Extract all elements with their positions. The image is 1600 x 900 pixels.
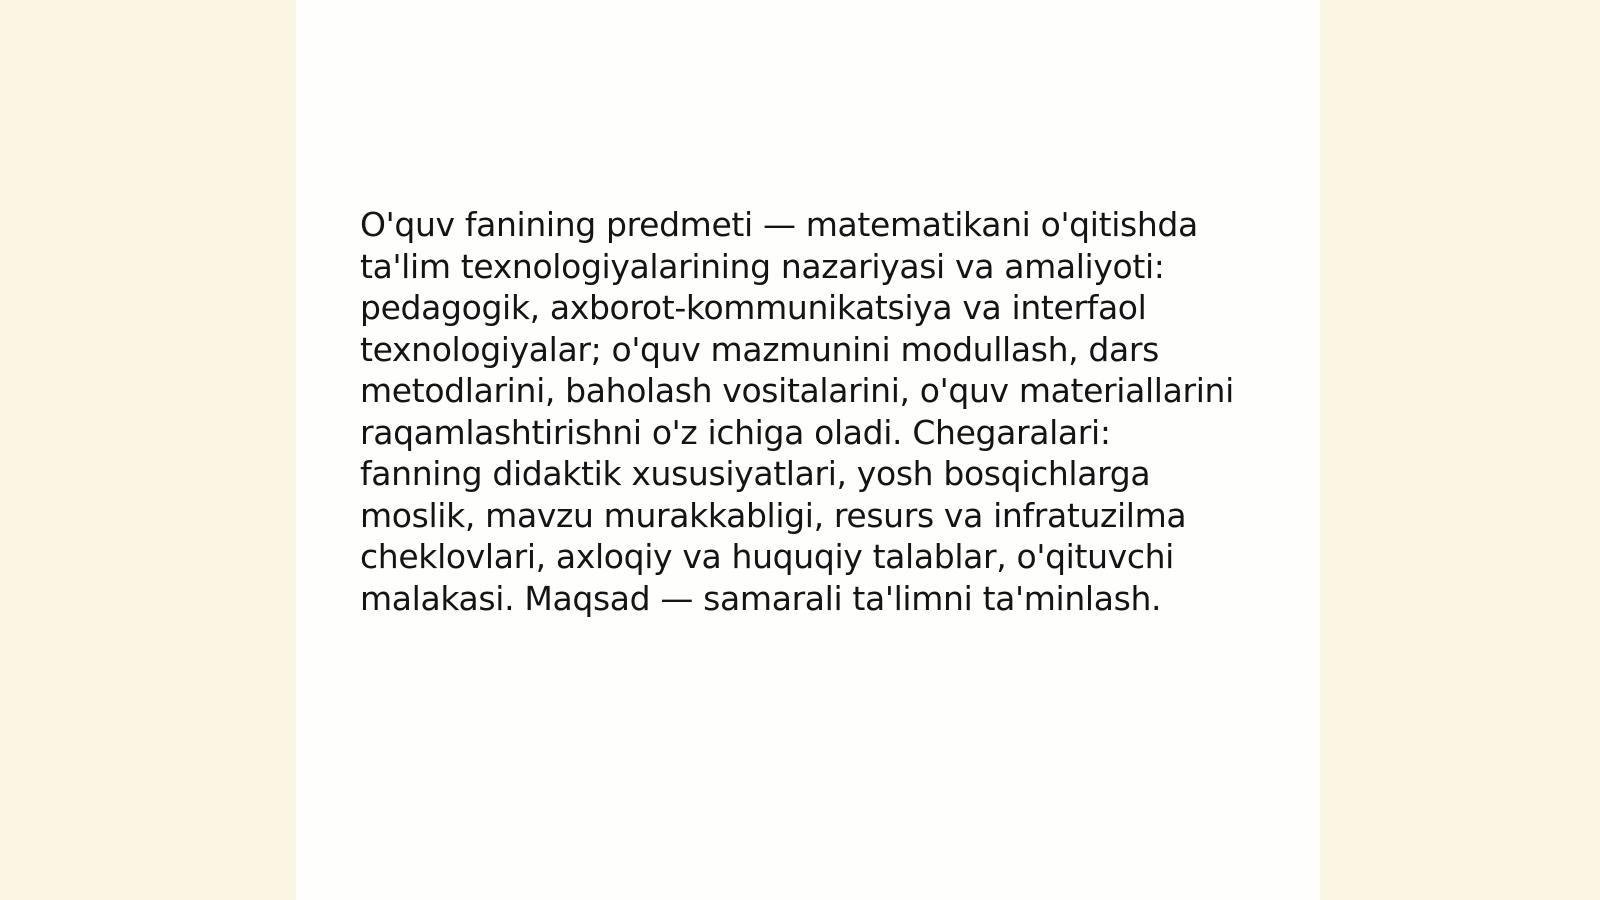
- text-line: pedagogik, axborot-kommunikatsiya va interfaol: [360, 288, 1147, 327]
- left-margin: [0, 0, 296, 900]
- text-line: cheklovlari, axloqiy va huquqiy talablar, o'qituvchi: [360, 537, 1175, 576]
- text-line: raqamlashtirishni o'z ichiga oladi. Chegaralari:: [360, 412, 1111, 452]
- text-line: fanning didaktik xususiyatlari, yosh bosqichlarga: [360, 454, 1151, 493]
- slide-page: [296, 0, 1320, 900]
- right-margin: [1320, 0, 1600, 900]
- slide-body-text: [360, 204, 1260, 619]
- text-line: metodlarini, baholash vositalarini, o'quv materiallarini: [360, 371, 1234, 410]
- text-line: malakasi. Maqsad — samarali ta'limni ta'minlash.: [360, 578, 1162, 618]
- text-line: O'quv fanining predmeti — matematikani o'qitishda: [360, 205, 1198, 244]
- text-line: ta'lim texnologiyalarining nazariyasi va amaliyoti:: [360, 246, 1165, 286]
- text-line: moslik, mavzu murakkabligi, resurs va infratuzilma: [360, 495, 1187, 535]
- text-line: texnologiyalar; o'quv mazmunini modullash, dars: [360, 329, 1159, 369]
